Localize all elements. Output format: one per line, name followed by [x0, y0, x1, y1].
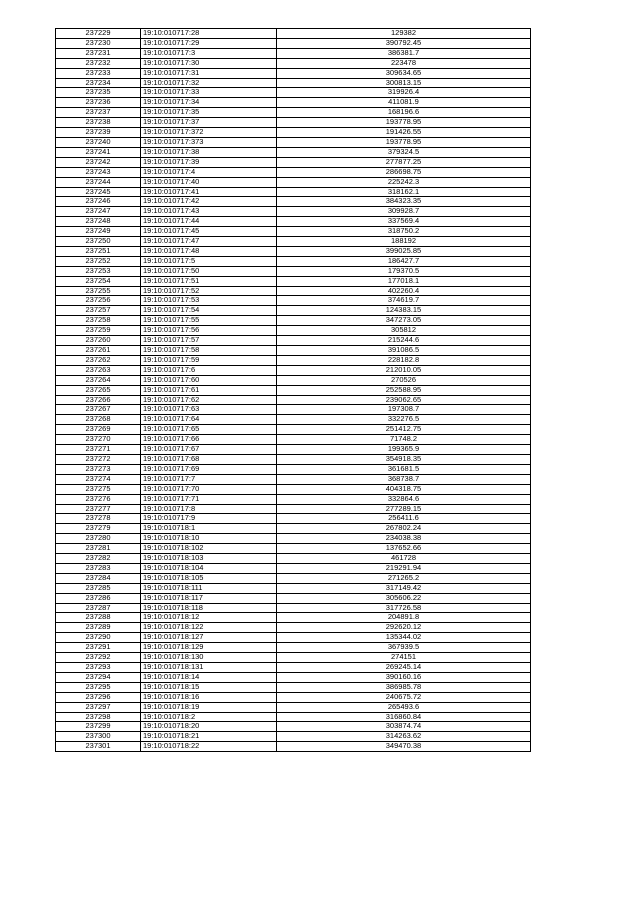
cadastral-number-cell: 19:10:010717:38: [141, 147, 277, 157]
cadastral-number-cell: 19:10:010717:41: [141, 187, 277, 197]
value-cell: 411081.9: [277, 98, 531, 108]
cadastral-number-cell: 19:10:010718:129: [141, 643, 277, 653]
value-cell: 228182.8: [277, 355, 531, 365]
record-id-cell: 237247: [56, 207, 141, 217]
record-id-cell: 237283: [56, 563, 141, 573]
record-id-cell: 237246: [56, 197, 141, 207]
cadastral-number-cell: 19:10:010717:71: [141, 494, 277, 504]
value-cell: 305606.22: [277, 593, 531, 603]
cadastral-number-cell: 19:10:010717:29: [141, 38, 277, 48]
value-cell: 319926.4: [277, 88, 531, 98]
record-id-cell: 237295: [56, 682, 141, 692]
table-row: [56, 326, 531, 336]
table-row: [56, 207, 531, 217]
cadastral-number-cell: 19:10:010718:127: [141, 633, 277, 643]
value-cell: 177018.1: [277, 276, 531, 286]
cadastral-number-cell: 19:10:010718:10: [141, 534, 277, 544]
value-cell: 317726.58: [277, 603, 531, 613]
value-cell: 271265.2: [277, 573, 531, 583]
cadastral-number-cell: 19:10:010717:67: [141, 445, 277, 455]
cadastral-number-cell: 19:10:010717:69: [141, 464, 277, 474]
value-cell: 193778.95: [277, 137, 531, 147]
cadastral-number-cell: 19:10:010718:111: [141, 583, 277, 593]
table-row: [56, 603, 531, 613]
record-id-cell: 237234: [56, 78, 141, 88]
value-cell: 199365.9: [277, 445, 531, 455]
table-row: [56, 58, 531, 68]
table-row: [56, 375, 531, 385]
table-row: [56, 237, 531, 247]
value-cell: 402260.4: [277, 286, 531, 296]
table-row: [56, 157, 531, 167]
value-cell: 367939.5: [277, 643, 531, 653]
cadastral-number-cell: 19:10:010717:53: [141, 296, 277, 306]
record-id-cell: 237267: [56, 405, 141, 415]
table-row: [56, 405, 531, 415]
value-cell: 274151: [277, 653, 531, 663]
value-cell: 239062.65: [277, 395, 531, 405]
record-id-cell: 237269: [56, 425, 141, 435]
cadastral-number-cell: 19:10:010717:28: [141, 29, 277, 39]
table-row: [56, 197, 531, 207]
table-row: [56, 276, 531, 286]
record-id-cell: 237289: [56, 623, 141, 633]
table-row: [56, 296, 531, 306]
record-id-cell: 237257: [56, 306, 141, 316]
cadastral-number-cell: 19:10:010717:3: [141, 48, 277, 58]
table-row: [56, 544, 531, 554]
table-row: [56, 187, 531, 197]
record-id-cell: 237254: [56, 276, 141, 286]
value-cell: 240675.72: [277, 692, 531, 702]
value-cell: 399025.85: [277, 246, 531, 256]
record-id-cell: 237290: [56, 633, 141, 643]
record-id-cell: 237287: [56, 603, 141, 613]
record-id-cell: 237264: [56, 375, 141, 385]
value-cell: 129382: [277, 29, 531, 39]
table-row: [56, 137, 531, 147]
table-row: [56, 227, 531, 237]
table-row: [56, 484, 531, 494]
value-cell: 225242.3: [277, 177, 531, 187]
record-id-cell: 237249: [56, 227, 141, 237]
value-cell: 286698.75: [277, 167, 531, 177]
cadastral-number-cell: 19:10:010717:54: [141, 306, 277, 316]
table-row: [56, 38, 531, 48]
record-id-cell: 237276: [56, 494, 141, 504]
cadastral-number-cell: 19:10:010717:58: [141, 346, 277, 356]
cadastral-number-cell: 19:10:010717:59: [141, 355, 277, 365]
cadastral-number-cell: 19:10:010718:1: [141, 524, 277, 534]
value-cell: 303874.74: [277, 722, 531, 732]
value-cell: 349470.38: [277, 742, 531, 752]
data-table: [55, 28, 531, 752]
cadastral-number-cell: 19:10:010717:4: [141, 167, 277, 177]
record-id-cell: 237250: [56, 237, 141, 247]
record-id-cell: 237239: [56, 128, 141, 138]
table-row: [56, 663, 531, 673]
table-row: [56, 346, 531, 356]
table-row: [56, 573, 531, 583]
cadastral-number-cell: 19:10:010718:131: [141, 663, 277, 673]
record-id-cell: 237232: [56, 58, 141, 68]
cadastral-number-cell: 19:10:010717:60: [141, 375, 277, 385]
cadastral-number-cell: 19:10:010718:14: [141, 672, 277, 682]
table-row: [56, 108, 531, 118]
table-row: [56, 613, 531, 623]
cadastral-number-cell: 19:10:010717:50: [141, 266, 277, 276]
cadastral-number-cell: 19:10:010717:55: [141, 316, 277, 326]
record-id-cell: 237266: [56, 395, 141, 405]
value-cell: 265493.6: [277, 702, 531, 712]
value-cell: 386985.78: [277, 682, 531, 692]
record-id-cell: 237280: [56, 534, 141, 544]
value-cell: 256411.6: [277, 514, 531, 524]
cadastral-number-cell: 19:10:010717:6: [141, 365, 277, 375]
value-cell: 71748.2: [277, 435, 531, 445]
record-id-cell: 237244: [56, 177, 141, 187]
value-cell: 234038.38: [277, 534, 531, 544]
cadastral-number-cell: 19:10:010717:31: [141, 68, 277, 78]
table-row: [56, 425, 531, 435]
table-row: [56, 385, 531, 395]
cadastral-number-cell: 19:10:010718:22: [141, 742, 277, 752]
table-row: [56, 722, 531, 732]
table-row: [56, 692, 531, 702]
table-body: [56, 29, 531, 752]
cadastral-number-cell: 19:10:010717:34: [141, 98, 277, 108]
record-id-cell: 237261: [56, 346, 141, 356]
record-id-cell: 237251: [56, 246, 141, 256]
value-cell: 197308.7: [277, 405, 531, 415]
record-id-cell: 237229: [56, 29, 141, 39]
record-id-cell: 237271: [56, 445, 141, 455]
cadastral-number-cell: 19:10:010718:16: [141, 692, 277, 702]
value-cell: 368738.7: [277, 474, 531, 484]
value-cell: 193778.95: [277, 118, 531, 128]
value-cell: 318162.1: [277, 187, 531, 197]
value-cell: 305812: [277, 326, 531, 336]
table-row: [56, 702, 531, 712]
value-cell: 188192: [277, 237, 531, 247]
record-id-cell: 237235: [56, 88, 141, 98]
table-row: [56, 563, 531, 573]
table-row: [56, 355, 531, 365]
cadastral-number-cell: 19:10:010717:48: [141, 246, 277, 256]
value-cell: 390160.16: [277, 672, 531, 682]
record-id-cell: 237252: [56, 256, 141, 266]
value-cell: 267802.24: [277, 524, 531, 534]
value-cell: 461728: [277, 554, 531, 564]
value-cell: 223478: [277, 58, 531, 68]
table-row: [56, 454, 531, 464]
cadastral-number-cell: 19:10:010717:56: [141, 326, 277, 336]
cadastral-number-cell: 19:10:010717:44: [141, 217, 277, 227]
value-cell: 354918.35: [277, 454, 531, 464]
cadastral-number-cell: 19:10:010717:9: [141, 514, 277, 524]
table-row: [56, 583, 531, 593]
table-row: [56, 593, 531, 603]
value-cell: 292620.12: [277, 623, 531, 633]
cadastral-number-cell: 19:10:010717:47: [141, 237, 277, 247]
value-cell: 179370.5: [277, 266, 531, 276]
cadastral-number-cell: 19:10:010717:33: [141, 88, 277, 98]
record-id-cell: 237296: [56, 692, 141, 702]
record-id-cell: 237282: [56, 554, 141, 564]
table-row: [56, 742, 531, 752]
table-row: [56, 554, 531, 564]
record-id-cell: 237245: [56, 187, 141, 197]
record-id-cell: 237278: [56, 514, 141, 524]
cadastral-number-cell: 19:10:010718:117: [141, 593, 277, 603]
record-id-cell: 237238: [56, 118, 141, 128]
cadastral-number-cell: 19:10:010717:64: [141, 415, 277, 425]
record-id-cell: 237275: [56, 484, 141, 494]
table-row: [56, 534, 531, 544]
record-id-cell: 237253: [56, 266, 141, 276]
cadastral-number-cell: 19:10:010717:373: [141, 137, 277, 147]
cadastral-number-cell: 19:10:010718:12: [141, 613, 277, 623]
cadastral-number-cell: 19:10:010717:63: [141, 405, 277, 415]
cadastral-number-cell: 19:10:010717:42: [141, 197, 277, 207]
cadastral-number-cell: 19:10:010718:118: [141, 603, 277, 613]
record-id-cell: 237301: [56, 742, 141, 752]
table-row: [56, 48, 531, 58]
cadastral-number-cell: 19:10:010717:40: [141, 177, 277, 187]
cadastral-number-cell: 19:10:010717:51: [141, 276, 277, 286]
table-row: [56, 78, 531, 88]
table-row: [56, 524, 531, 534]
value-cell: 379324.5: [277, 147, 531, 157]
cadastral-number-cell: 19:10:010718:21: [141, 732, 277, 742]
cadastral-number-cell: 19:10:010717:66: [141, 435, 277, 445]
cadastral-number-cell: 19:10:010717:7: [141, 474, 277, 484]
cadastral-number-cell: 19:10:010717:68: [141, 454, 277, 464]
record-id-cell: 237233: [56, 68, 141, 78]
value-cell: 135344.02: [277, 633, 531, 643]
table-row: [56, 672, 531, 682]
table-row: [56, 682, 531, 692]
value-cell: 191426.55: [277, 128, 531, 138]
table-row: [56, 29, 531, 39]
record-id-cell: 237288: [56, 613, 141, 623]
table-row: [56, 494, 531, 504]
value-cell: 124383.15: [277, 306, 531, 316]
record-id-cell: 237268: [56, 415, 141, 425]
value-cell: 252588.95: [277, 385, 531, 395]
table-row: [56, 653, 531, 663]
table-row: [56, 266, 531, 276]
value-cell: 204891.8: [277, 613, 531, 623]
cadastral-number-cell: 19:10:010718:20: [141, 722, 277, 732]
table-row: [56, 474, 531, 484]
cadastral-number-cell: 19:10:010717:32: [141, 78, 277, 88]
record-id-cell: 237293: [56, 663, 141, 673]
table-row: [56, 712, 531, 722]
record-id-cell: 237281: [56, 544, 141, 554]
table-row: [56, 118, 531, 128]
value-cell: 332276.5: [277, 415, 531, 425]
cadastral-number-cell: 19:10:010718:122: [141, 623, 277, 633]
record-id-cell: 237297: [56, 702, 141, 712]
value-cell: 347273.05: [277, 316, 531, 326]
record-id-cell: 237240: [56, 137, 141, 147]
table-row: [56, 365, 531, 375]
value-cell: 168196.6: [277, 108, 531, 118]
value-cell: 390792.45: [277, 38, 531, 48]
value-cell: 332864.6: [277, 494, 531, 504]
value-cell: 277289.15: [277, 504, 531, 514]
cadastral-number-cell: 19:10:010717:39: [141, 157, 277, 167]
record-id-cell: 237273: [56, 464, 141, 474]
record-id-cell: 237231: [56, 48, 141, 58]
value-cell: 386381.7: [277, 48, 531, 58]
value-cell: 137652.66: [277, 544, 531, 554]
table-row: [56, 514, 531, 524]
record-id-cell: 237263: [56, 365, 141, 375]
value-cell: 269245.14: [277, 663, 531, 673]
cadastral-number-cell: 19:10:010717:37: [141, 118, 277, 128]
table-row: [56, 435, 531, 445]
record-id-cell: 237299: [56, 722, 141, 732]
value-cell: 277877.25: [277, 157, 531, 167]
table-row: [56, 732, 531, 742]
table-row: [56, 167, 531, 177]
cadastral-number-cell: 19:10:010717:61: [141, 385, 277, 395]
cadastral-number-cell: 19:10:010718:2: [141, 712, 277, 722]
cadastral-number-cell: 19:10:010718:103: [141, 554, 277, 564]
table-row: [56, 464, 531, 474]
table-row: [56, 177, 531, 187]
record-id-cell: 237242: [56, 157, 141, 167]
record-id-cell: 237241: [56, 147, 141, 157]
table-row: [56, 504, 531, 514]
cadastral-number-cell: 19:10:010717:30: [141, 58, 277, 68]
table-row: [56, 395, 531, 405]
record-id-cell: 237258: [56, 316, 141, 326]
cadastral-number-cell: 19:10:010718:105: [141, 573, 277, 583]
value-cell: 316860.84: [277, 712, 531, 722]
record-id-cell: 237243: [56, 167, 141, 177]
record-id-cell: 237265: [56, 385, 141, 395]
table-row: [56, 256, 531, 266]
record-id-cell: 237270: [56, 435, 141, 445]
table-row: [56, 336, 531, 346]
cadastral-number-cell: 19:10:010718:15: [141, 682, 277, 692]
table-row: [56, 286, 531, 296]
record-id-cell: 237285: [56, 583, 141, 593]
record-id-cell: 237255: [56, 286, 141, 296]
value-cell: 212010.05: [277, 365, 531, 375]
cadastral-number-cell: 19:10:010717:35: [141, 108, 277, 118]
record-id-cell: 237298: [56, 712, 141, 722]
value-cell: 318750.2: [277, 227, 531, 237]
value-cell: 314263.62: [277, 732, 531, 742]
cadastral-number-cell: 19:10:010717:45: [141, 227, 277, 237]
record-id-cell: 237284: [56, 573, 141, 583]
table-row: [56, 415, 531, 425]
table-row: [56, 147, 531, 157]
record-id-cell: 237256: [56, 296, 141, 306]
value-cell: 300813.15: [277, 78, 531, 88]
value-cell: 251412.75: [277, 425, 531, 435]
cadastral-number-cell: 19:10:010717:65: [141, 425, 277, 435]
cadastral-number-cell: 19:10:010717:52: [141, 286, 277, 296]
record-id-cell: 237277: [56, 504, 141, 514]
record-id-cell: 237237: [56, 108, 141, 118]
table-row: [56, 246, 531, 256]
cadastral-number-cell: 19:10:010717:43: [141, 207, 277, 217]
table-row: [56, 445, 531, 455]
cadastral-number-cell: 19:10:010718:130: [141, 653, 277, 663]
value-cell: 215244.6: [277, 336, 531, 346]
value-cell: 219291.94: [277, 563, 531, 573]
table-row: [56, 623, 531, 633]
record-id-cell: 237259: [56, 326, 141, 336]
value-cell: 309634.65: [277, 68, 531, 78]
value-cell: 309928.7: [277, 207, 531, 217]
table-row: [56, 68, 531, 78]
cadastral-number-cell: 19:10:010718:104: [141, 563, 277, 573]
table-row: [56, 316, 531, 326]
value-cell: 186427.7: [277, 256, 531, 266]
value-cell: 374619.7: [277, 296, 531, 306]
table-row: [56, 643, 531, 653]
record-id-cell: 237292: [56, 653, 141, 663]
record-id-cell: 237294: [56, 672, 141, 682]
value-cell: 337569.4: [277, 217, 531, 227]
record-id-cell: 237291: [56, 643, 141, 653]
record-id-cell: 237236: [56, 98, 141, 108]
table-row: [56, 128, 531, 138]
cadastral-number-cell: 19:10:010717:8: [141, 504, 277, 514]
cadastral-number-cell: 19:10:010718:19: [141, 702, 277, 712]
record-id-cell: 237300: [56, 732, 141, 742]
cadastral-number-cell: 19:10:010717:5: [141, 256, 277, 266]
record-id-cell: 237260: [56, 336, 141, 346]
record-id-cell: 237279: [56, 524, 141, 534]
table-row: [56, 98, 531, 108]
cadastral-number-cell: 19:10:010717:70: [141, 484, 277, 494]
record-id-cell: 237262: [56, 355, 141, 365]
table-row: [56, 88, 531, 98]
value-cell: 391086.5: [277, 346, 531, 356]
record-id-cell: 237272: [56, 454, 141, 464]
cadastral-number-cell: 19:10:010717:372: [141, 128, 277, 138]
cadastral-number-cell: 19:10:010718:102: [141, 544, 277, 554]
value-cell: 270526: [277, 375, 531, 385]
value-cell: 361681.5: [277, 464, 531, 474]
record-id-cell: 237274: [56, 474, 141, 484]
table-row: [56, 306, 531, 316]
record-id-cell: 237230: [56, 38, 141, 48]
value-cell: 317149.42: [277, 583, 531, 593]
value-cell: 404318.75: [277, 484, 531, 494]
cadastral-number-cell: 19:10:010717:57: [141, 336, 277, 346]
cadastral-number-cell: 19:10:010717:62: [141, 395, 277, 405]
table-row: [56, 633, 531, 643]
table-row: [56, 217, 531, 227]
record-id-cell: 237286: [56, 593, 141, 603]
value-cell: 384323.35: [277, 197, 531, 207]
record-id-cell: 237248: [56, 217, 141, 227]
